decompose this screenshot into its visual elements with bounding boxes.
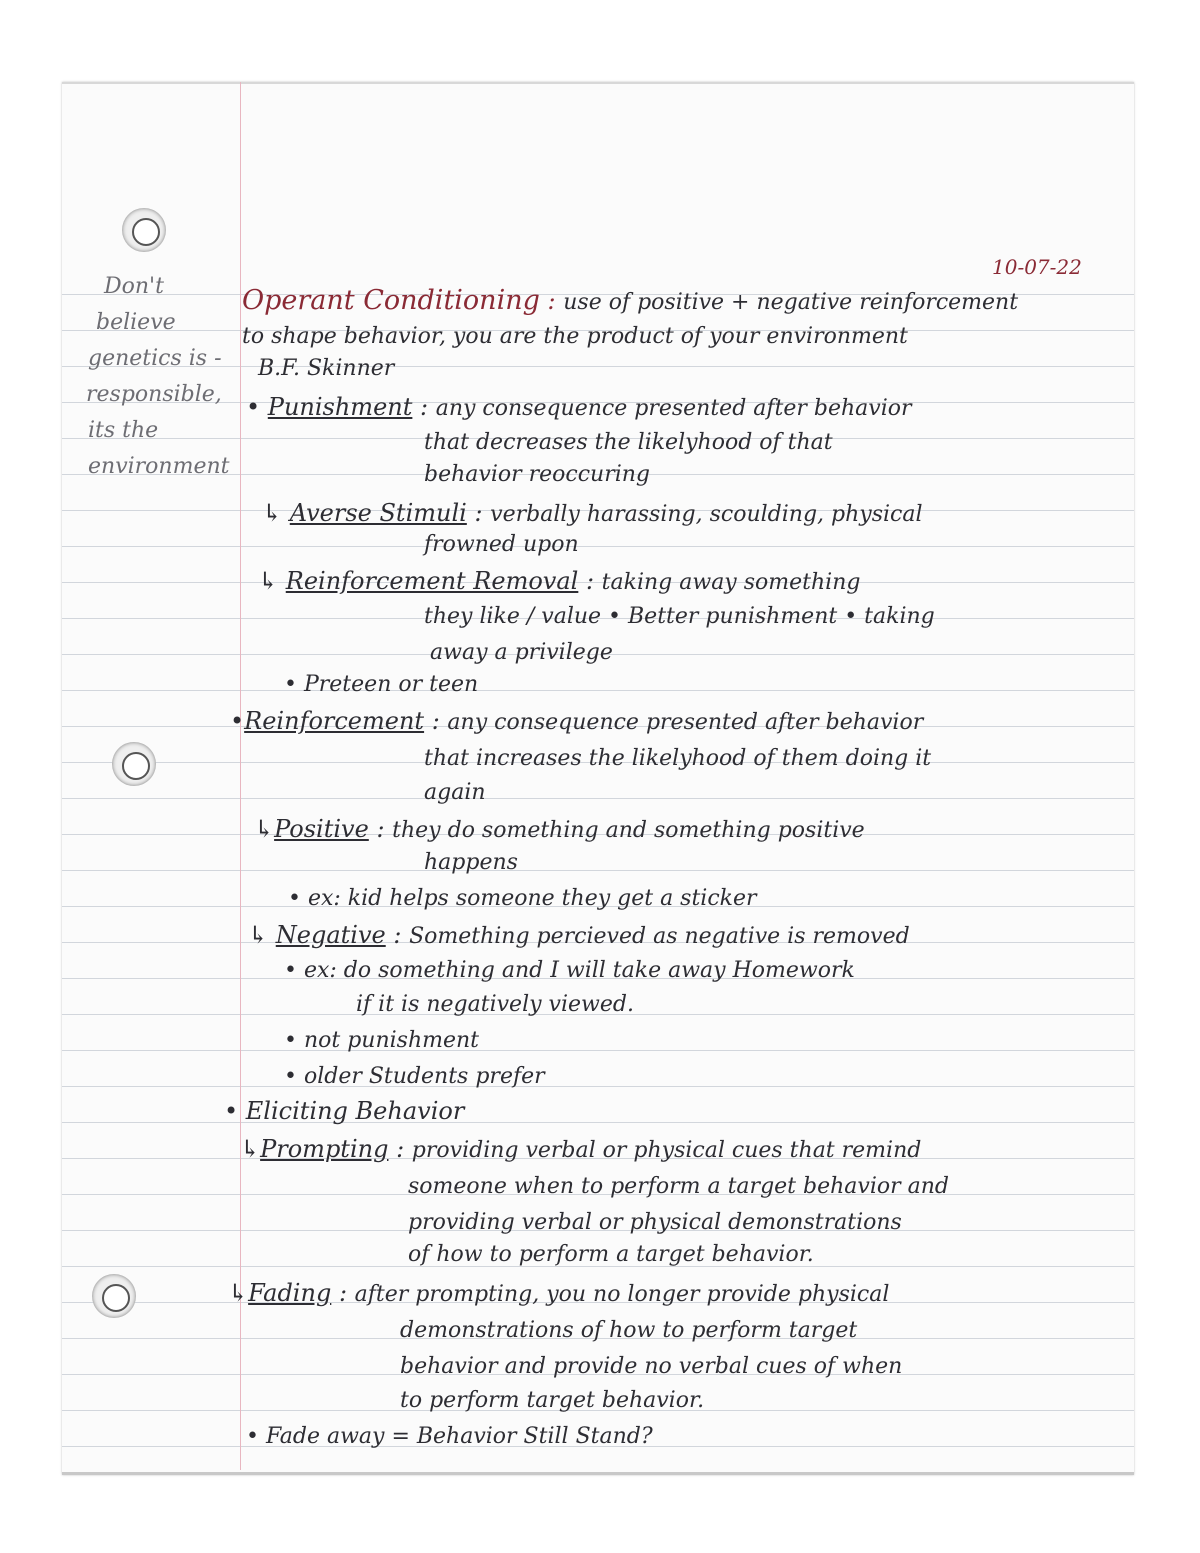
removal-term: Reinforcement Removal [285, 567, 579, 595]
definition-line: that decreases the likelyhood of that [424, 430, 833, 455]
side-note-line: responsible, [86, 382, 222, 407]
negative-line: ↳ Negative : Something percieved as negative is removed [248, 921, 910, 949]
definition-line: if it is negatively viewed. [356, 992, 634, 1017]
definition-line: away a privilege [430, 640, 613, 665]
averse-term: Averse Stimuli [289, 499, 467, 527]
date: 10-07-22 [992, 255, 1082, 279]
note-line: • Fade away = Behavior Still Stand? [246, 1424, 653, 1449]
reinforcement-line: •Reinforcement : any consequence presented after behavior [230, 707, 924, 735]
punishment-term: Punishment [267, 393, 413, 421]
punishment-line: • Punishment : any consequence presented after behavior [246, 393, 912, 421]
side-note-line: genetics is - [88, 346, 222, 371]
definition-line: frowned upon [424, 532, 579, 557]
definition-line: behavior and provide no verbal cues of when [400, 1354, 903, 1379]
positive-term: Positive [274, 815, 369, 843]
note-line: • older Students prefer [284, 1064, 545, 1089]
definition-line: to shape behavior, you are the product of your environment [242, 324, 908, 349]
positive-line: ↳Positive : they do something and something positive [254, 815, 865, 843]
margin-line [240, 82, 241, 1470]
definition-line: happens [424, 850, 518, 875]
definition-line: B.F. Skinner [258, 356, 395, 381]
punch-hole [112, 742, 156, 786]
fading-term: Fading [248, 1279, 332, 1307]
definition-line: that increases the likelyhood of them doing it [424, 746, 932, 771]
definition-line: again [424, 780, 486, 805]
fading-line: ↳Fading : after prompting, you no longer provide physical [228, 1279, 890, 1307]
prompting-line: ↳Prompting : providing verbal or physical cues that remind [240, 1135, 922, 1163]
averse-line: ↳ Averse Stimuli : verbally harassing, scoulding, physical [262, 499, 923, 527]
side-note-line: environment [88, 454, 230, 479]
definition-line: they like / value • Better punishment • taking [424, 604, 935, 629]
heading-term: Operant Conditioning [242, 285, 540, 316]
prompting-term: Prompting [260, 1135, 389, 1163]
definition-line: of how to perform a target behavior. [408, 1242, 814, 1267]
note-line: • Preteen or teen [284, 672, 479, 697]
definition-line: demonstrations of how to perform target [400, 1318, 858, 1343]
example-line: • ex: do something and I will take away Homework [284, 958, 855, 983]
removal-line: ↳ Reinforcement Removal : taking away something [258, 567, 861, 595]
negative-term: Negative [275, 921, 386, 949]
definition-line: to perform target behavior. [400, 1388, 705, 1413]
note-line: • not punishment [284, 1028, 480, 1053]
eliciting-heading: • Eliciting Behavior [224, 1097, 465, 1125]
heading-line: Operant Conditioning : use of positive + negative reinforcement [242, 285, 1019, 316]
definition-line: someone when to perform a target behavior and [408, 1174, 949, 1199]
definition-line: providing verbal or physical demonstrations [408, 1210, 902, 1235]
reinforcement-term: Reinforcement [244, 707, 425, 735]
side-note-line: Don't [104, 274, 164, 299]
punch-hole [92, 1274, 136, 1318]
definition-line: behavior reoccuring [424, 462, 651, 487]
punch-hole [122, 208, 166, 252]
example-line: • ex: kid helps someone they get a sticker [288, 886, 757, 911]
heading-definition: use of positive + negative reinforcement [563, 290, 1019, 315]
side-note-line: its the [88, 418, 159, 443]
side-note-line: believe [96, 310, 176, 335]
